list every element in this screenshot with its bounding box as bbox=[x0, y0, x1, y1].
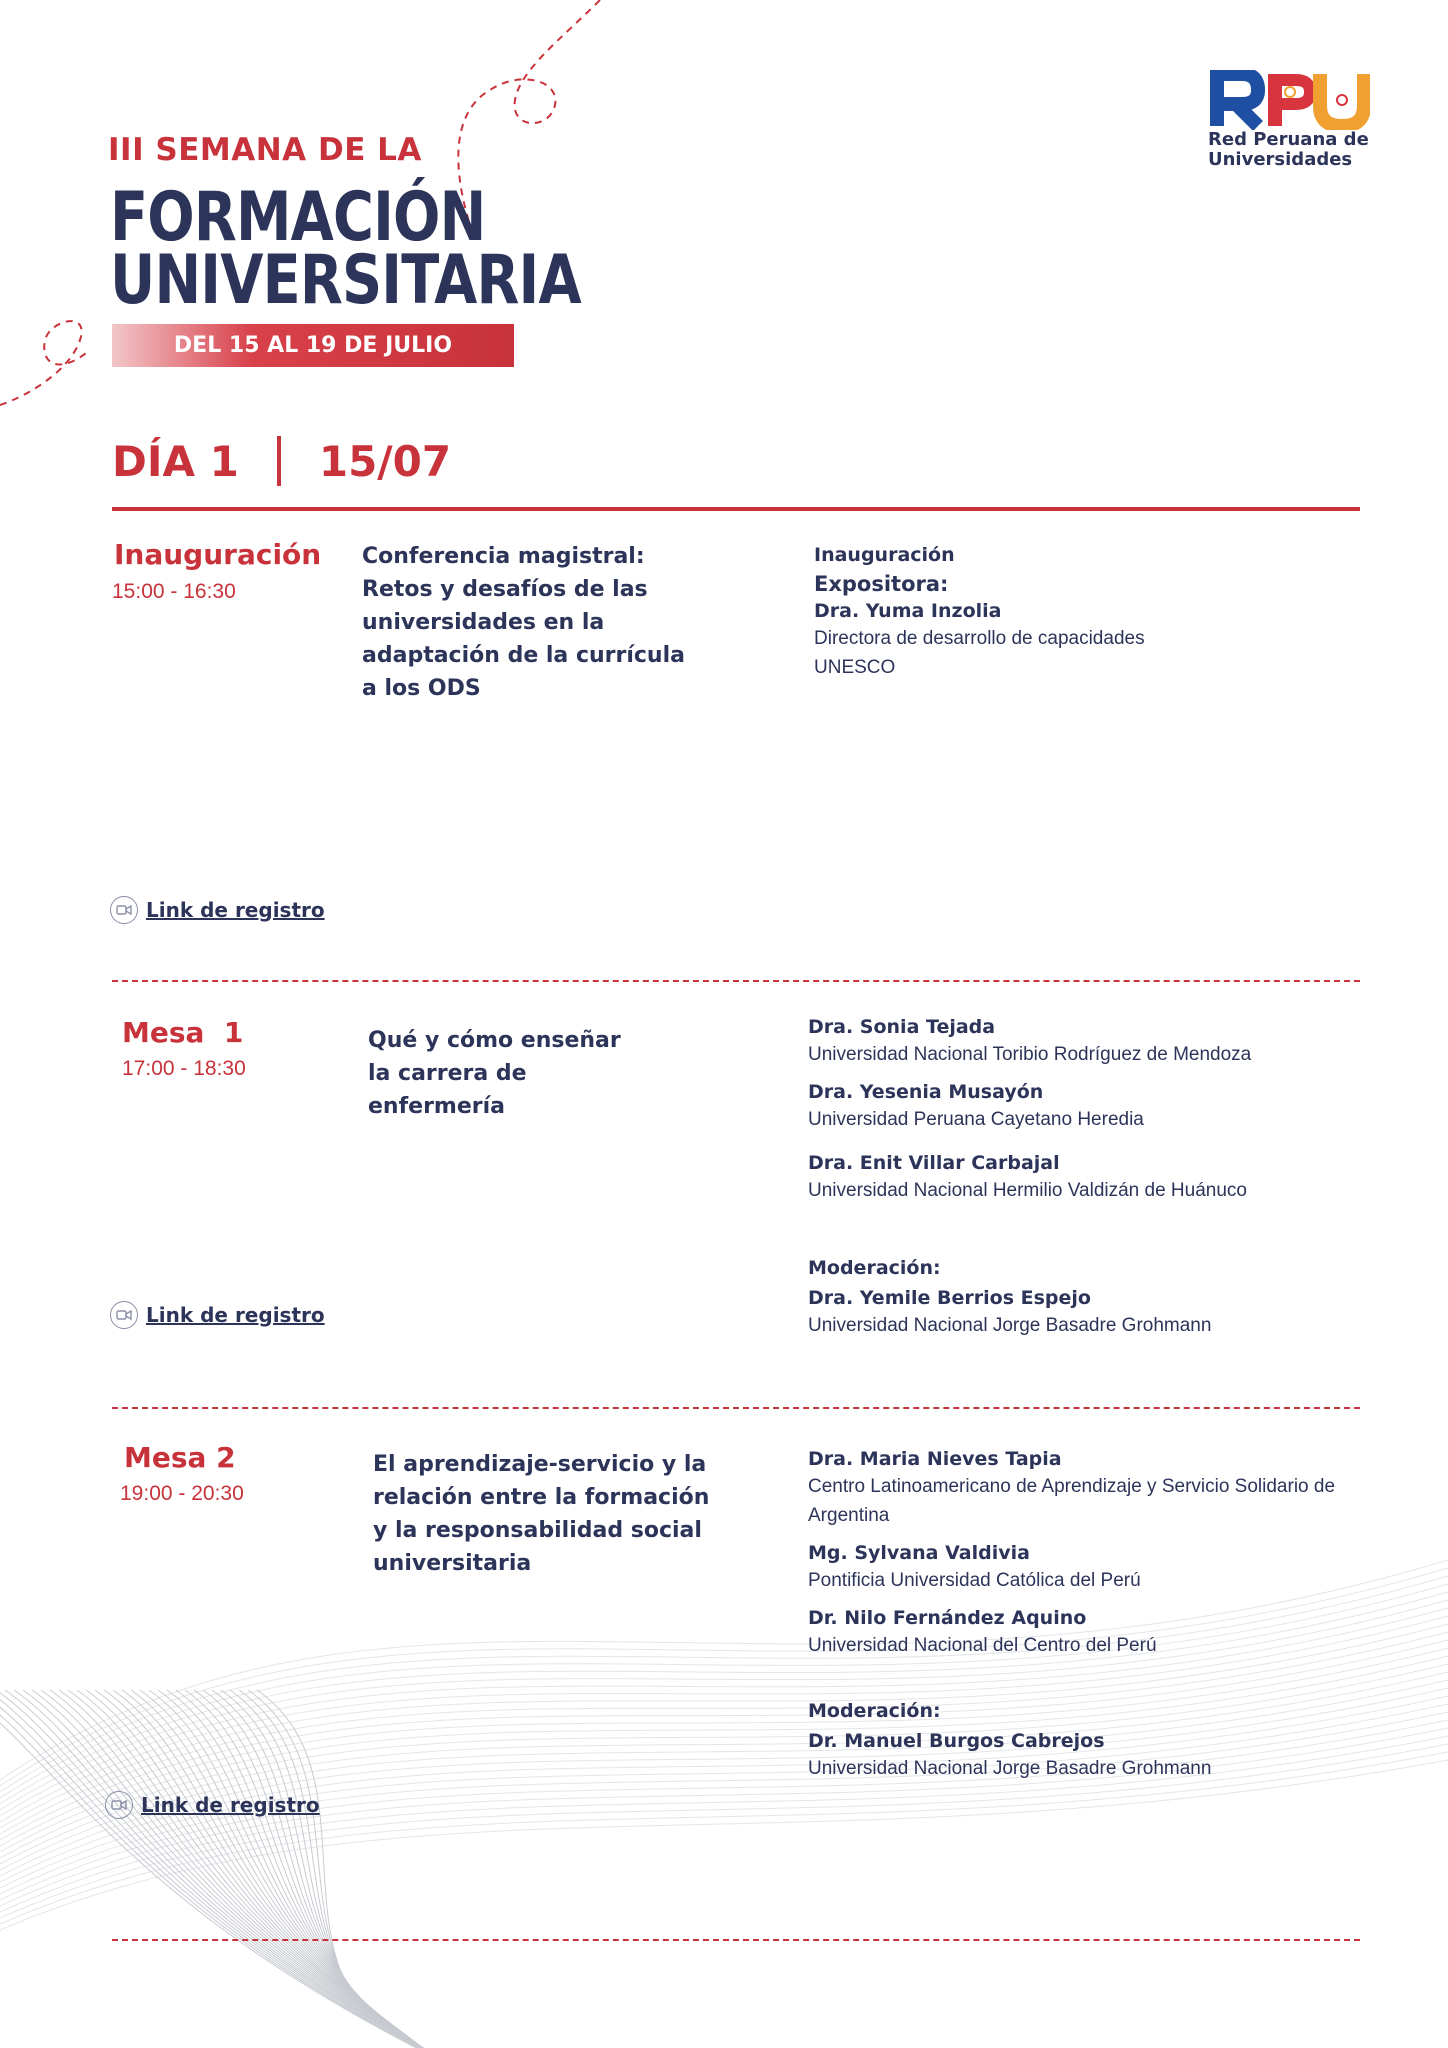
speaker-affiliation: Universidad Peruana Cayetano Heredia bbox=[808, 1109, 1144, 1130]
speaker bbox=[808, 1446, 1368, 1530]
event-dates: DEL 15 AL 19 DE JULIO bbox=[173, 333, 453, 358]
moderation-label: Moderación: bbox=[808, 1700, 941, 1722]
session-divider bbox=[112, 1407, 1360, 1409]
wave-line bbox=[104, 1690, 397, 2028]
wave-line bbox=[0, 1690, 432, 2048]
moderator-affiliation: Universidad Nacional Jorge Basadre Grohmann bbox=[808, 1758, 1212, 1779]
moderation bbox=[808, 1698, 1368, 1783]
session-divider bbox=[112, 1939, 1360, 1941]
speaker-name: Dra. Yesenia Musayón bbox=[808, 1081, 1044, 1103]
moderation bbox=[808, 1255, 1368, 1340]
wave-line bbox=[14, 1690, 424, 2048]
registration-link-label: Link de registro bbox=[146, 898, 325, 922]
speaker bbox=[808, 1150, 1368, 1205]
video-camera-icon bbox=[110, 1301, 138, 1329]
wave-line bbox=[0, 1760, 1448, 1930]
speaker-column bbox=[808, 1446, 1368, 1783]
wave-line bbox=[149, 1690, 383, 2018]
wave-line bbox=[185, 1690, 373, 2010]
session-time: 19:00 - 20:30 bbox=[120, 1482, 244, 1505]
session-time: 15:00 - 16:30 bbox=[112, 580, 236, 603]
wave-line bbox=[230, 1690, 359, 2000]
video-camera-icon bbox=[105, 1791, 133, 1819]
session-time: 17:00 - 18:30 bbox=[122, 1057, 246, 1080]
speaker-affiliation: Universidad Nacional del Centro del Perú bbox=[808, 1635, 1157, 1656]
registration-link[interactable] bbox=[110, 1301, 325, 1329]
speaker-name: Dra. Yuma Inzolia bbox=[814, 600, 1002, 622]
wave-line bbox=[131, 1690, 389, 2022]
session-title: Qué y cómo enseñar la carrera de enfermería bbox=[368, 1028, 621, 1119]
moderation-label: Moderación: bbox=[808, 1257, 941, 1279]
moderator-name: Dra. Yemile Berrios Espejo bbox=[808, 1287, 1091, 1309]
rpu-logo bbox=[1208, 70, 1370, 130]
wave-line bbox=[194, 1690, 370, 2008]
wave-line bbox=[23, 1690, 421, 2046]
day-label: DÍA 1 bbox=[112, 436, 239, 486]
speaker bbox=[808, 1014, 1368, 1069]
wave-line bbox=[50, 1690, 413, 2040]
wave-line bbox=[140, 1690, 386, 2020]
wave-line bbox=[248, 1690, 354, 1996]
registration-link-label: Link de registro bbox=[141, 1793, 320, 1817]
wave-line bbox=[113, 1690, 394, 2026]
session-title: El aprendizaje-servicio y la relación entre la formación y la responsabilidad social universitaria bbox=[373, 1452, 710, 1576]
session-name: Mesa 2 bbox=[124, 1441, 236, 1474]
wave-line bbox=[0, 1690, 440, 2048]
speaker-affiliation-org: UNESCO bbox=[814, 657, 896, 678]
wave-line bbox=[95, 1690, 400, 2030]
session-label: Inauguración bbox=[814, 544, 955, 566]
speaker bbox=[808, 1079, 1368, 1134]
wave-line bbox=[203, 1690, 367, 2006]
speaker-name: Dra. Maria Nieves Tapia bbox=[808, 1448, 1062, 1470]
wave-line bbox=[0, 1690, 429, 2048]
video-camera-icon bbox=[110, 896, 138, 924]
speaker-name: Mg. Sylvana Valdivia bbox=[808, 1542, 1030, 1564]
speaker-column bbox=[808, 1014, 1368, 1340]
speaker-column bbox=[814, 544, 1374, 682]
wave-line bbox=[239, 1690, 356, 1998]
wave-line bbox=[5, 1690, 427, 2048]
rpu-logo-text: Red Peruana de Universidades bbox=[1208, 129, 1369, 170]
session-name: Inauguración bbox=[114, 538, 322, 571]
wave-line bbox=[221, 1690, 362, 2002]
session-divider bbox=[112, 980, 1360, 982]
session-title: Conferencia magistral: Retos y desafíos de las universidades en la adaptación de la currícula a los ODS bbox=[362, 544, 685, 701]
wave-line bbox=[41, 1690, 416, 2042]
speakers-label: Expositora: bbox=[814, 572, 949, 596]
event-title-line1: FORMACIÓN bbox=[110, 178, 486, 257]
registration-link-label: Link de registro bbox=[146, 1303, 325, 1327]
speaker bbox=[808, 1540, 1368, 1595]
speaker-name: Dr. Nilo Fernández Aquino bbox=[808, 1607, 1087, 1629]
wave-line bbox=[59, 1690, 410, 2038]
speaker-name: Dra. Sonia Tejada bbox=[808, 1016, 996, 1038]
speaker-affiliation: Directora de desarrollo de capacidades bbox=[814, 628, 1145, 649]
registration-link[interactable] bbox=[110, 896, 325, 924]
wave-line bbox=[176, 1690, 375, 2012]
speaker-affiliation: Centro Latinoamericano de Aprendizaje y Servicio Solidario de Argentina bbox=[808, 1476, 1336, 1526]
day-heading bbox=[112, 436, 451, 486]
moderator-affiliation: Universidad Nacional Jorge Basadre Grohmann bbox=[808, 1315, 1212, 1336]
session-name: Mesa 1 bbox=[122, 1016, 244, 1049]
speaker-affiliation: Universidad Nacional Hermilio Valdizán de Huánuco bbox=[808, 1180, 1247, 1201]
registration-link[interactable] bbox=[105, 1791, 320, 1819]
wave-line bbox=[212, 1690, 364, 2004]
speaker-affiliation: Universidad Nacional Toribio Rodríguez de Mendoza bbox=[808, 1044, 1252, 1065]
event-edition: III SEMANA DE LA bbox=[108, 132, 422, 168]
wave-line bbox=[77, 1690, 405, 2034]
wave-line bbox=[86, 1690, 402, 2032]
day-divider bbox=[112, 507, 1360, 511]
speaker-name: Dra. Enit Villar Carbajal bbox=[808, 1152, 1060, 1174]
event-title-line2: UNIVERSITARIA bbox=[110, 241, 581, 320]
speaker-affiliation: Pontificia Universidad Católica del Perú bbox=[808, 1570, 1141, 1591]
wave-line bbox=[257, 1690, 351, 1994]
speaker bbox=[808, 1605, 1368, 1660]
moderator-name: Dr. Manuel Burgos Cabrejos bbox=[808, 1730, 1105, 1752]
event-dates-banner bbox=[112, 324, 514, 367]
wave-line bbox=[167, 1690, 378, 2014]
wave-line bbox=[32, 1690, 418, 2044]
day-separator bbox=[277, 436, 281, 486]
day-date: 15/07 bbox=[318, 436, 452, 486]
wave-line bbox=[0, 1690, 435, 2048]
wave-line bbox=[68, 1690, 408, 2036]
wave-line bbox=[0, 1690, 437, 2048]
wave-line bbox=[158, 1690, 381, 2016]
wave-line bbox=[122, 1690, 391, 2024]
